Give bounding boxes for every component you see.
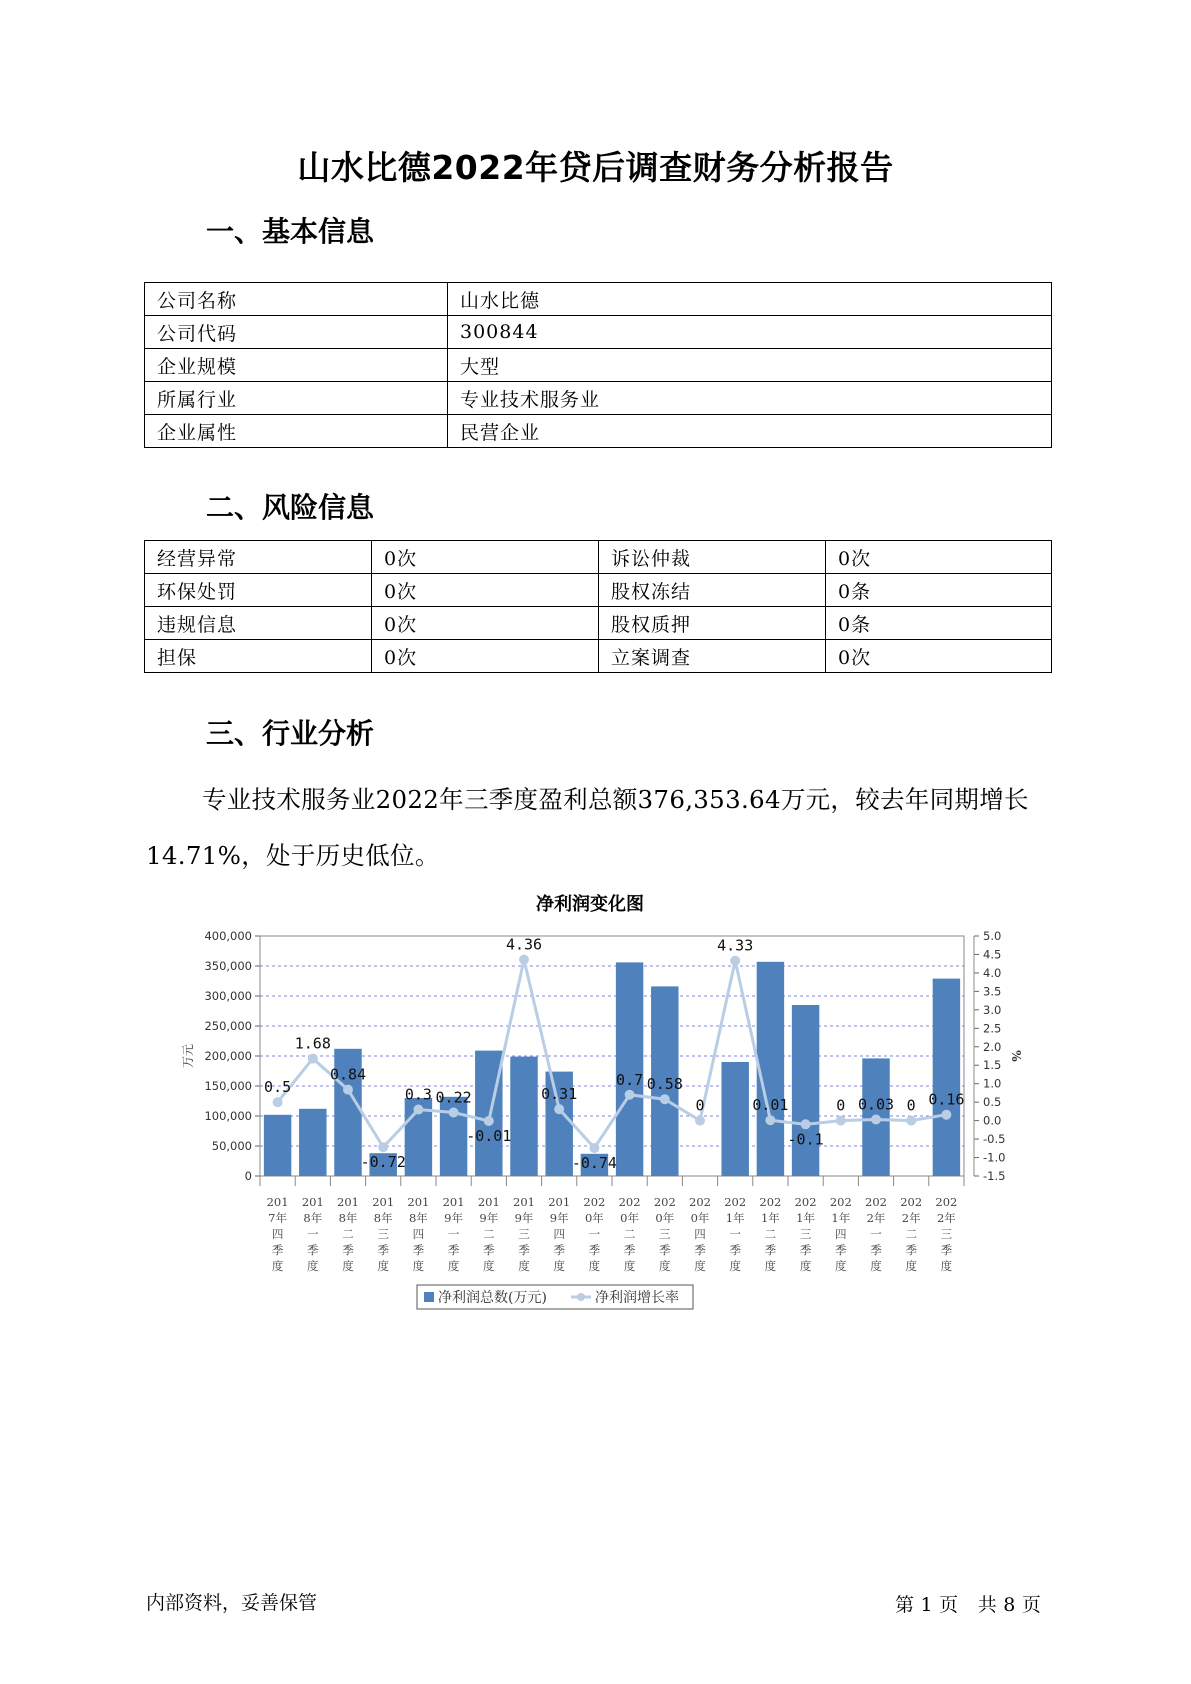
growth-rate-point <box>378 1142 388 1152</box>
data-label: 0.84 <box>329 1065 367 1084</box>
field-value: 大型 <box>448 349 1052 382</box>
x-tick-label: 201 8年三季度 <box>372 1195 395 1273</box>
growth-rate-point <box>449 1107 459 1117</box>
chart-title: 净利润变化图 <box>536 894 644 915</box>
total-prefix: 共 <box>977 1594 998 1616</box>
risk-value: 0条 <box>826 574 1052 607</box>
x-tick-label: 202 1年二季度 <box>759 1195 782 1273</box>
risk-label: 违规信息 <box>145 607 372 640</box>
y2-tick-label: -1.5 <box>983 1169 1006 1183</box>
x-tick-label: 202 1年四季度 <box>829 1195 852 1273</box>
growth-rate-point <box>625 1090 635 1100</box>
y-tick-label: 250,000 <box>204 1019 252 1033</box>
x-tick-label: 201 8年二季度 <box>337 1195 359 1273</box>
risk-value: 0次 <box>372 640 599 673</box>
net-profit-chart <box>140 880 1040 1340</box>
growth-rate-point <box>660 1094 670 1104</box>
x-tick-label: 202 0年四季度 <box>689 1195 711 1273</box>
y2-tick-label: 4.0 <box>983 965 1002 980</box>
y2-tick-label: 4.5 <box>983 947 1002 962</box>
x-tick-label: 202 2年三季度 <box>935 1195 958 1273</box>
table-row <box>145 574 1052 607</box>
data-label: 4.33 <box>717 936 754 955</box>
y2-tick-label: -1.0 <box>983 1150 1006 1165</box>
table-row <box>145 382 1052 415</box>
bar <box>264 1115 291 1176</box>
x-tick-label: 201 8年一季度 <box>301 1195 324 1273</box>
y-tick-label: 400,000 <box>204 929 252 943</box>
y2-tick-label: 3.0 <box>983 1002 1002 1017</box>
x-tick-label: 201 8年四季度 <box>407 1195 430 1273</box>
risk-label: 环保处罚 <box>145 574 372 607</box>
bar <box>510 1057 537 1176</box>
table-row <box>145 316 1052 349</box>
bar <box>475 1051 502 1176</box>
plot-frame <box>260 936 964 1176</box>
bar <box>792 1005 819 1176</box>
risk-value: 0次 <box>372 607 599 640</box>
y2-tick-label: 5.0 <box>983 929 1002 943</box>
data-label: 0.22 <box>435 1088 472 1107</box>
data-label: 0 <box>695 1096 705 1115</box>
legend-line-marker <box>577 1293 585 1301</box>
y-tick-label: 300,000 <box>204 989 252 1003</box>
document-title: 山水比德2022年贷后调查财务分析报告 <box>297 148 894 187</box>
data-label: 0.58 <box>646 1075 683 1094</box>
data-label: 1.68 <box>294 1034 331 1053</box>
y-axis-title: 万元 <box>181 1043 195 1069</box>
bar <box>757 962 784 1176</box>
risk-label: 立案调查 <box>599 640 826 673</box>
x-tick-label: 201 9年二季度 <box>477 1195 500 1273</box>
field-label: 企业属性 <box>145 415 448 448</box>
data-label: 0 <box>836 1096 846 1115</box>
growth-rate-point <box>519 955 529 965</box>
y-tick-label: 350,000 <box>204 959 252 973</box>
total-unit: 页 <box>1021 1594 1042 1616</box>
data-label: 4.36 <box>505 935 543 954</box>
field-value: 300844 <box>448 316 1052 349</box>
y2-tick-label: 2.5 <box>983 1021 1002 1036</box>
growth-rate-point <box>554 1104 564 1114</box>
growth-rate-point <box>765 1115 775 1125</box>
field-label: 所属行业 <box>145 382 448 415</box>
x-tick-label: 202 2年一季度 <box>865 1195 887 1273</box>
y-tick-label: 100,000 <box>204 1109 252 1123</box>
page-unit: 页 <box>939 1594 959 1616</box>
risk-value: 0条 <box>826 607 1052 640</box>
growth-rate-point <box>941 1110 951 1120</box>
field-label: 企业规模 <box>145 349 448 382</box>
x-tick-label: 202 1年三季度 <box>794 1195 817 1273</box>
x-tick-label: 202 0年一季度 <box>583 1195 606 1273</box>
y2-axis-title: % <box>1009 1050 1023 1062</box>
risk-value: 0次 <box>372 541 599 574</box>
y2-tick-label: 1.5 <box>983 1058 1002 1073</box>
y-tick-label: 200,000 <box>204 1049 252 1063</box>
y2-tick-label: -0.5 <box>983 1132 1006 1147</box>
field-value: 民营企业 <box>448 415 1052 448</box>
footer-confidential-note: 内部资料，妥善保管 <box>146 1592 318 1614</box>
section-heading-risk-info: 二、风险信息 <box>206 491 375 524</box>
page-number: 1 <box>920 1594 934 1616</box>
growth-rate-point <box>484 1116 494 1126</box>
legend-bar-swatch <box>424 1292 434 1302</box>
growth-rate-point <box>801 1119 811 1129</box>
data-label: 0.16 <box>928 1090 965 1109</box>
x-tick-label: 202 2年二季度 <box>900 1195 923 1273</box>
risk-label: 经营异常 <box>145 541 372 574</box>
section-heading-basic-info: 一、基本信息 <box>206 215 375 248</box>
risk-value: 0次 <box>826 541 1052 574</box>
field-label: 公司名称 <box>145 283 448 316</box>
table-row <box>145 349 1052 382</box>
growth-rate-point <box>589 1143 599 1153</box>
growth-rate-point <box>730 956 740 966</box>
total-pages: 8 <box>1003 1594 1016 1616</box>
growth-rate-point <box>413 1105 423 1115</box>
table-row <box>145 607 1052 640</box>
growth-rate-point <box>906 1116 916 1126</box>
x-tick-label: 201 9年一季度 <box>442 1195 465 1273</box>
x-tick-label: 201 9年四季度 <box>548 1195 571 1273</box>
basic-info-table <box>144 282 1052 448</box>
field-value: 专业技术服务业 <box>448 382 1052 415</box>
field-value: 山水比德 <box>448 283 1052 316</box>
y2-tick-label: 3.5 <box>983 984 1002 999</box>
y-tick-label: 150,000 <box>204 1079 252 1093</box>
growth-rate-point <box>871 1115 881 1125</box>
data-label: -0.74 <box>571 1153 617 1172</box>
growth-rate-point <box>308 1054 318 1064</box>
data-label: 0.31 <box>541 1085 578 1104</box>
growth-rate-point <box>836 1116 846 1126</box>
risk-info-table <box>144 540 1052 673</box>
y2-tick-label: 2.0 <box>983 1039 1002 1054</box>
x-tick-label: 202 0年二季度 <box>618 1195 641 1273</box>
field-label: 公司代码 <box>145 316 448 349</box>
bar <box>721 1062 748 1176</box>
growth-rate-line <box>278 960 947 1148</box>
risk-value: 0次 <box>826 640 1052 673</box>
growth-rate-point <box>695 1116 705 1126</box>
risk-label: 股权冻结 <box>599 574 826 607</box>
risk-label: 担保 <box>145 640 372 673</box>
risk-label: 股权质押 <box>599 607 826 640</box>
table-row <box>145 640 1052 673</box>
legend-line-label: 净利润增长率 <box>595 1290 679 1306</box>
legend-bar-label: 净利润总数(万元) <box>438 1290 547 1306</box>
data-label: 0.3 <box>404 1085 432 1104</box>
risk-label: 诉讼仲裁 <box>599 541 826 574</box>
y-tick-label: 0 <box>244 1169 252 1183</box>
x-tick-label: 202 1年一季度 <box>724 1195 747 1273</box>
data-label: 0 <box>906 1096 916 1115</box>
x-tick-label: 201 7年四季度 <box>266 1195 289 1273</box>
data-label: 0.01 <box>752 1096 789 1115</box>
y2-tick-label: 0.5 <box>983 1095 1002 1110</box>
data-label: -0.01 <box>466 1126 512 1145</box>
data-label: -0.1 <box>787 1130 824 1149</box>
bar <box>616 962 643 1176</box>
data-label: 0.7 <box>616 1070 644 1089</box>
page-prefix: 第 <box>895 1594 915 1616</box>
bar <box>933 979 960 1176</box>
x-tick-label: 201 9年三季度 <box>513 1195 535 1273</box>
growth-rate-point <box>343 1085 353 1095</box>
y2-tick-label: 1.0 <box>983 1076 1002 1091</box>
growth-rate-point <box>273 1097 283 1107</box>
industry-analysis-paragraph: 专业技术服务业2022年三季度盈利总额376,353.64万元，较去年同期增长14.71%，处于历史低位。 <box>146 785 1029 870</box>
data-label: 0.5 <box>264 1078 292 1097</box>
data-label: 0.03 <box>857 1095 895 1114</box>
risk-value: 0次 <box>372 574 599 607</box>
bar <box>299 1109 326 1176</box>
data-label: -0.72 <box>360 1153 406 1172</box>
table-row <box>145 283 1052 316</box>
x-tick-label: 202 0年三季度 <box>653 1195 676 1273</box>
y-tick-label: 50,000 <box>211 1139 252 1153</box>
y2-tick-label: 0.0 <box>983 1113 1002 1128</box>
table-row <box>145 415 1052 448</box>
section-heading-industry-analysis: 三、行业分析 <box>206 717 375 750</box>
table-row <box>145 541 1052 574</box>
footer-page-indicator <box>892 1590 1044 1617</box>
